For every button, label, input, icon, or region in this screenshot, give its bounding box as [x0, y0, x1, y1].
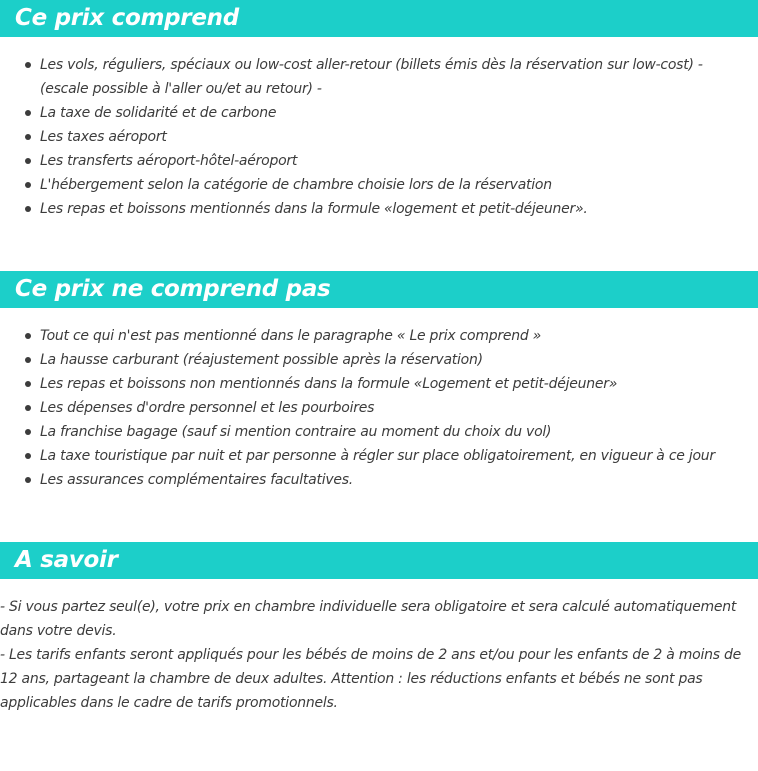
list-item-text: Les repas et boissons mentionnés dans la formule «logement et petit-déjeuner».	[40, 201, 588, 217]
list-item-text: Tout ce qui n'est pas mentionné dans le paragraphe « Le prix comprend »	[40, 328, 542, 344]
list-item	[0, 125, 758, 149]
bullet-icon	[25, 158, 31, 164]
a-savoir-paragraph: - Si vous partez seul(e), votre prix en chambre individuelle sera obligatoire et sera calculé automatiquement dans votre devis.	[0, 599, 737, 639]
list-item	[0, 444, 758, 468]
section-header-ne-comprend-pas	[0, 271, 758, 308]
list-item	[0, 372, 758, 396]
list-item-text: La taxe touristique par nuit et par personne à régler sur place obligatoirement, en vigueur à ce jour	[40, 448, 715, 464]
bullet-icon	[25, 182, 31, 188]
bullet-icon	[25, 333, 31, 339]
bullet-icon	[25, 405, 31, 411]
bullet-icon	[25, 477, 31, 483]
a-savoir-paragraph: - Les tarifs enfants seront appliqués pour les bébés de moins de 2 ans et/ou pour les enfants de 2 à moins de 12 ans, partageant la chambre de deux adultes. Attention : les réductions enfants et bébés ne sont pas applicables dans le cadre de tarifs promotionnels.	[0, 647, 742, 711]
list-item-text: La hausse carburant (réajustement possible après la réservation)	[40, 352, 483, 368]
a-savoir-text	[0, 595, 756, 715]
list-item	[0, 420, 758, 444]
bullet-icon	[25, 134, 31, 140]
list-item-text: Les vols, réguliers, spéciaux ou low-cost aller-retour (billets émis dès la réservation sur low-cost) - (escale possible à l'aller ou/et au retour) -	[40, 57, 703, 97]
list-item-text: La taxe de solidarité et de carbone	[40, 105, 277, 121]
section-header-comprend	[0, 0, 758, 37]
list-item	[0, 468, 758, 492]
included-list	[0, 53, 758, 221]
list-item-text: Les repas et boissons non mentionnés dans la formule «Logement et petit-déjeuner»	[40, 376, 618, 392]
list-item	[0, 396, 758, 420]
list-item	[0, 197, 758, 221]
list-item	[0, 53, 758, 101]
section-title-a-savoir: A savoir	[15, 547, 118, 573]
section-header-a-savoir	[0, 542, 758, 579]
bullet-icon	[25, 381, 31, 387]
bullet-icon	[25, 453, 31, 459]
section-title-ne-comprend-pas: Ce prix ne comprend pas	[15, 276, 331, 302]
list-item	[0, 324, 758, 348]
excluded-list	[0, 324, 758, 492]
bullet-icon	[25, 429, 31, 435]
list-item	[0, 101, 758, 125]
section-title-comprend: Ce prix comprend	[15, 5, 239, 31]
list-item	[0, 173, 758, 197]
bullet-icon	[25, 206, 31, 212]
list-item-text: Les taxes aéroport	[40, 129, 167, 145]
list-item-text: Les transferts aéroport-hôtel-aéroport	[40, 153, 298, 169]
bullet-icon	[25, 110, 31, 116]
list-item	[0, 149, 758, 173]
bullet-icon	[25, 357, 31, 363]
list-item-text: Les dépenses d'ordre personnel et les pourboires	[40, 400, 375, 416]
list-item-text: L'hébergement selon la catégorie de chambre choisie lors de la réservation	[40, 177, 552, 193]
list-item-text: Les assurances complémentaires facultatives.	[40, 472, 354, 488]
bullet-icon	[25, 62, 31, 68]
list-item	[0, 348, 758, 372]
list-item-text: La franchise bagage (sauf si mention contraire au moment du choix du vol)	[40, 424, 552, 440]
